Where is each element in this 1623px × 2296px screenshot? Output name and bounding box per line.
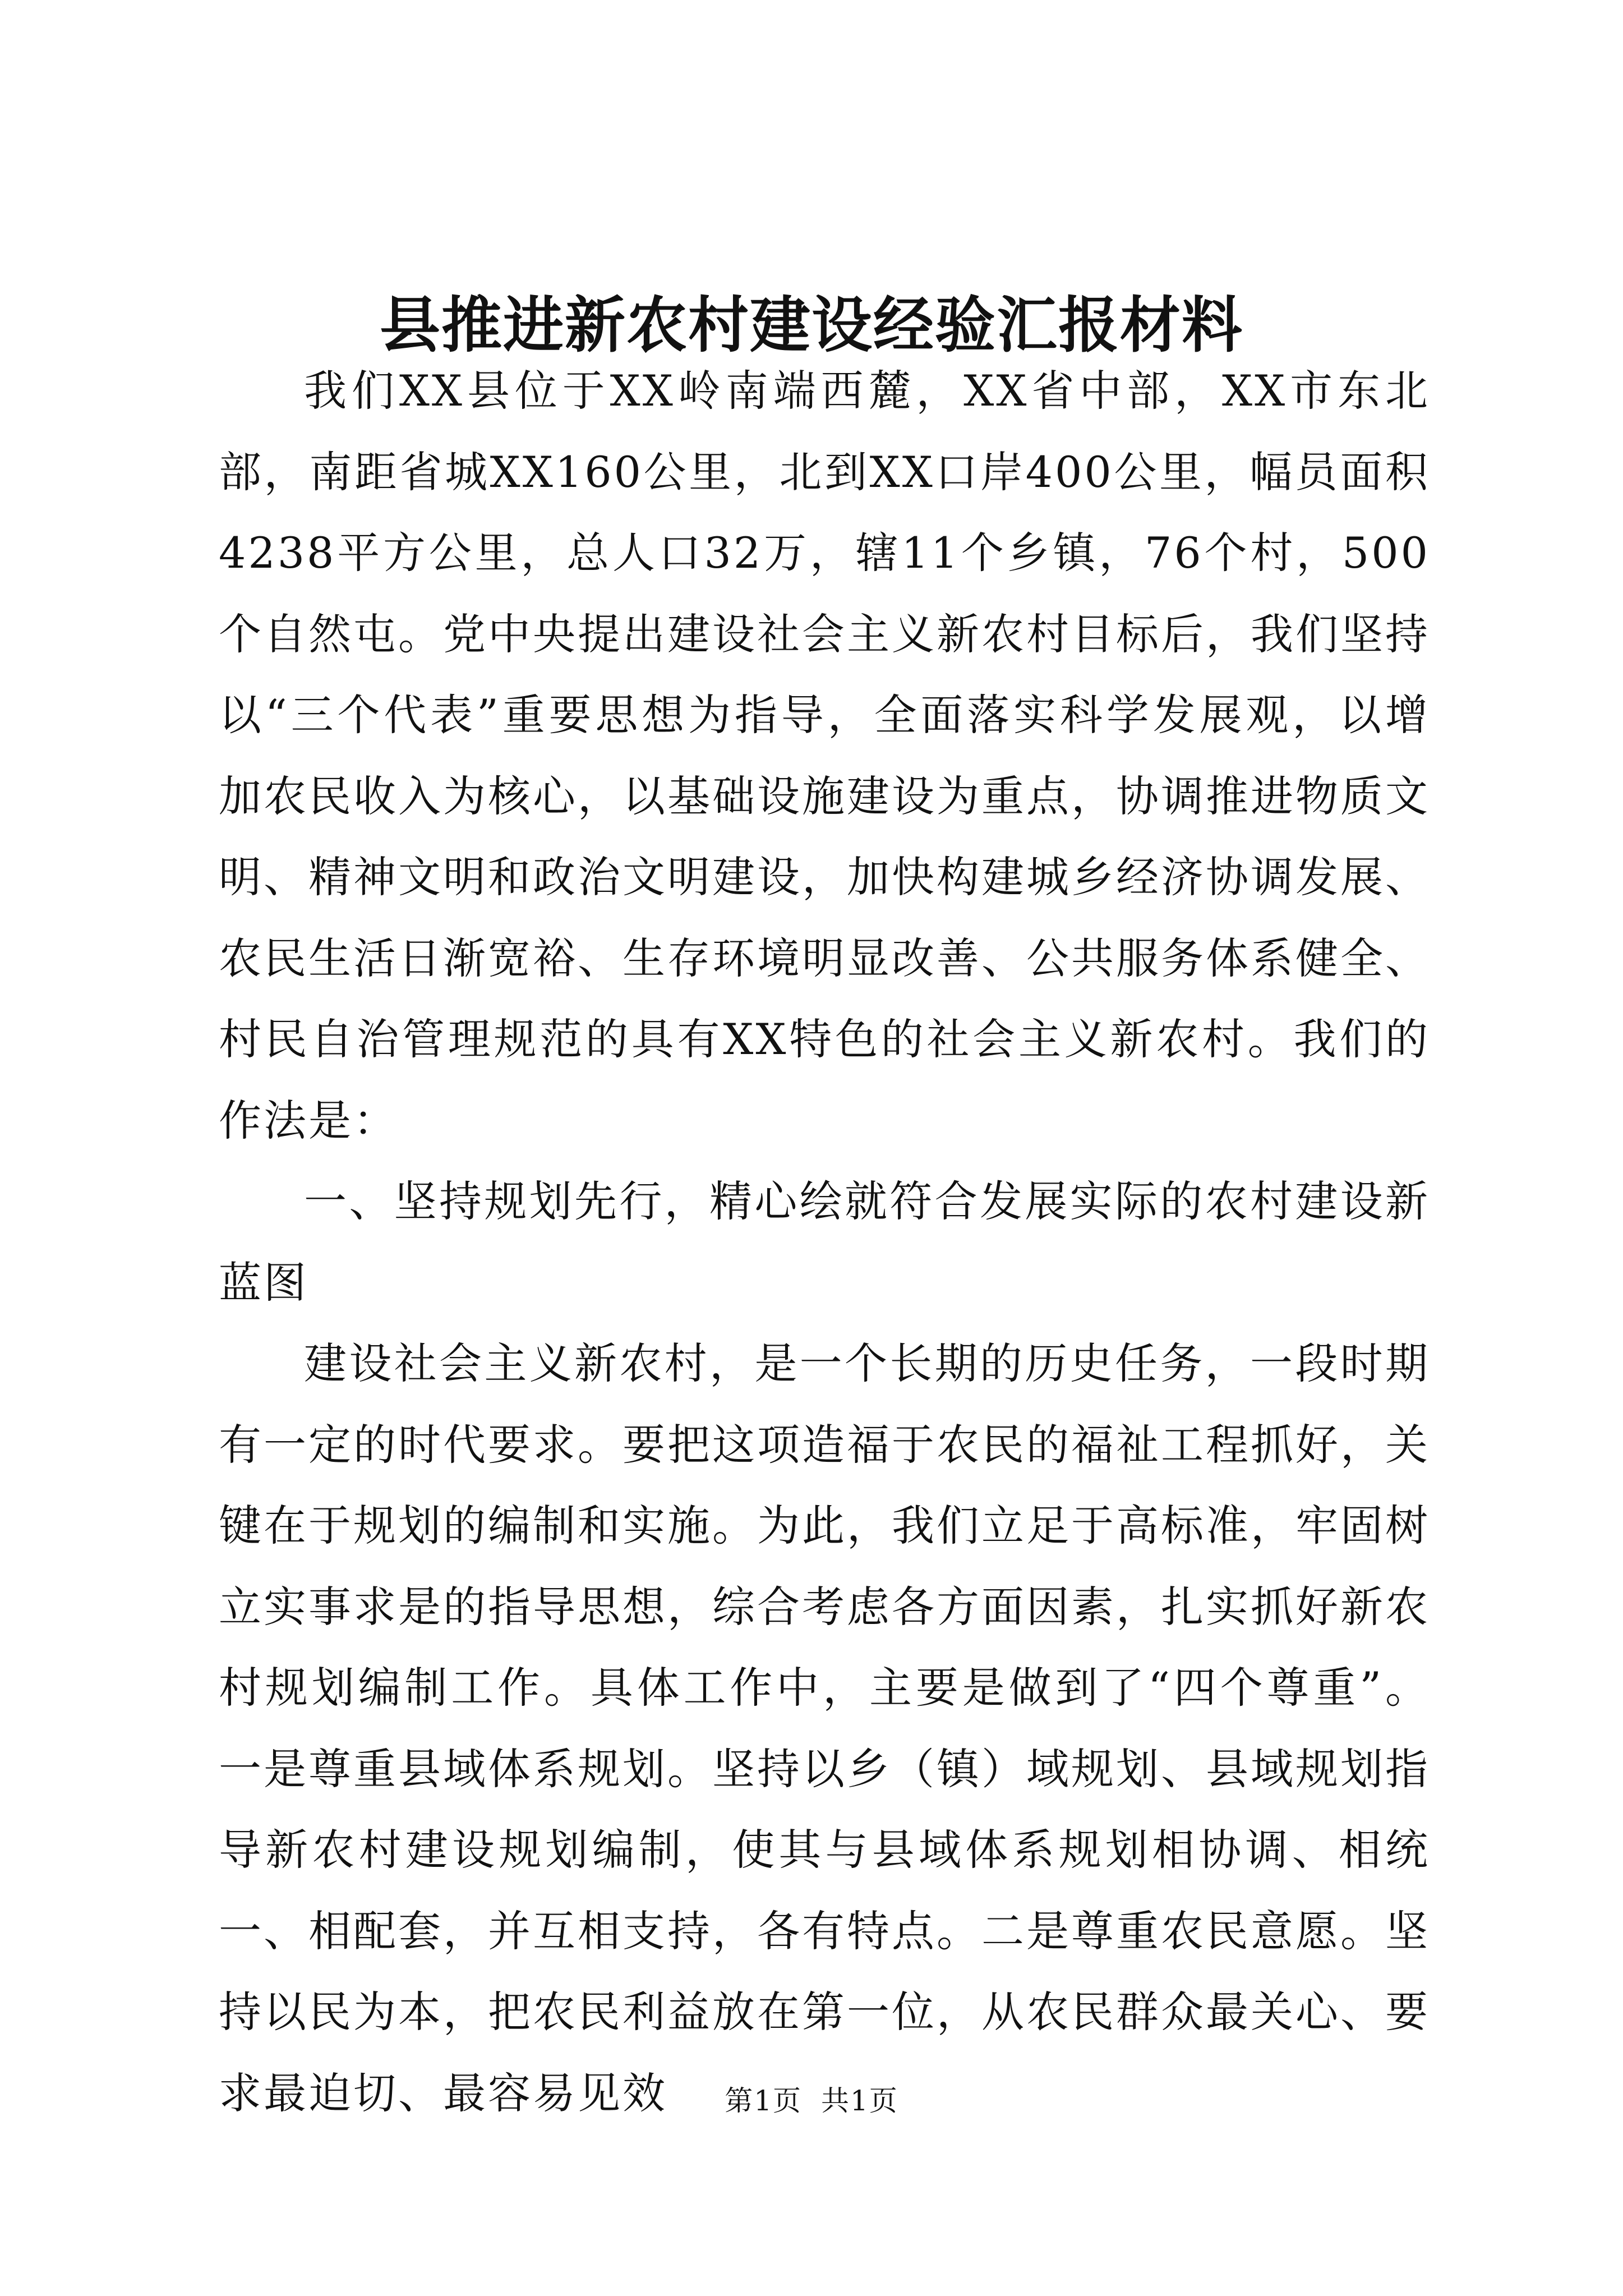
document-title: 县推进新农村建设经验汇报材料 [379,290,1243,361]
document-body [219,351,1430,2134]
page-number: 第1页 [725,2085,803,2117]
page-total: 共1页 [820,2085,898,2117]
section-1-paragraph: 建设社会主义新农村，是一个长期的历史任务，一段时期有一定的时代要求。要把这项造福于农民的福祉工程抓好，关键在于规划的编制和实施。为此，我们立足于高标准，牢固树立实事求是的指导思想，综合考虑各方面因素，扎实抓好新农村规划编制工作。具体工作中，主要是做到了“四个尊重”。一是尊重县域体系规划。坚持以乡（镇）域规划、县域规划指导新农村建设规划编制，使其与县域体系规划相协调、相统一、相配套，并互相支持，各有特点。二是尊重农民意愿。坚持以民为本，把农民利益放在第一位，从农民群众最关心、要求最迫切、最容易见效 [219,1338,1430,2118]
intro-paragraph: 我们XX县位于XX岭南端西麓，XX省中部，XX市东北部，南距省城XX160公里，北到XX口岸400公里，幅员面积4238平方公里，总人口32万，辖11个乡镇，76个村，500个自然屯。党中央提出建设社会主义新农村目标后，我们坚持以“三个代表”重要思想为指导，全面落实科学发展观，以增加农民收入为核心，以基础设施建设为重点，协调推进物质文明、精神文明和政治文明建设，加快构建城乡经济协调发展、农民生活日渐宽裕、生存环境明显改善、公共服务体系健全、村民自治管理规范的具有XX特色的社会主义新农村。我们的作法是： [219,366,1430,1145]
page-footer [0,2081,1623,2120]
section-heading-1: 一、坚持规划先行，精心绘就符合发展实际的农村建设新蓝图 [219,1176,1430,1308]
